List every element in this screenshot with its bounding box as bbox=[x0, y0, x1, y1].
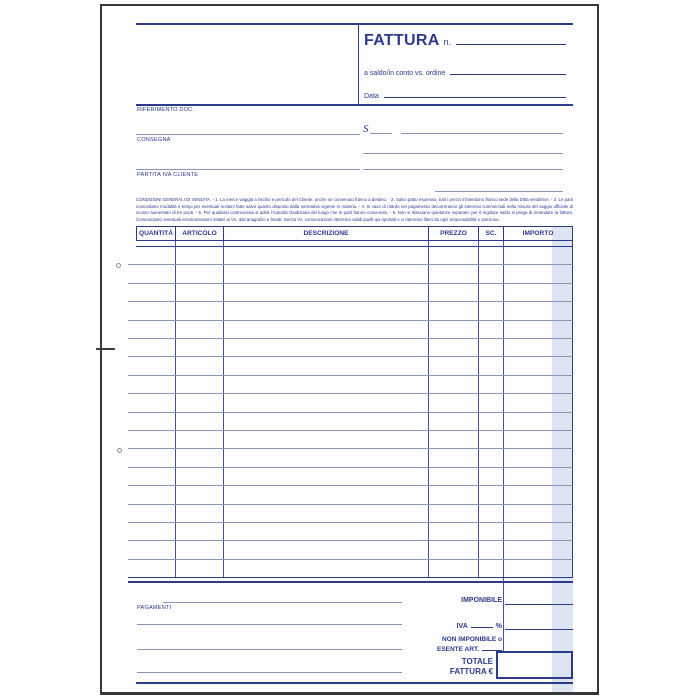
table-row-line bbox=[128, 301, 573, 302]
total-label-line1: TOTALE bbox=[461, 657, 493, 666]
reference-doc-label: RIFERIMENTO DOC. bbox=[137, 107, 195, 113]
date-label: Data bbox=[364, 93, 379, 100]
col-line-prezzo bbox=[478, 241, 479, 577]
table-row-line bbox=[128, 559, 573, 560]
delivery-label: CONSEGNA bbox=[137, 137, 171, 143]
table-row-line bbox=[128, 375, 573, 376]
table-row-line bbox=[128, 467, 573, 468]
vat-rate-blank bbox=[471, 622, 493, 628]
punch-hole-bottom bbox=[117, 448, 122, 453]
addressee-short-line bbox=[370, 133, 392, 134]
table-row-line bbox=[128, 540, 573, 541]
fold-mark bbox=[96, 348, 115, 350]
date-blank-line bbox=[384, 91, 566, 98]
invoice-sheet bbox=[100, 4, 599, 695]
fattura-number-label: n. bbox=[443, 37, 452, 47]
col-header-importo: IMPORTO bbox=[522, 230, 554, 237]
punch-hole-top bbox=[116, 263, 121, 268]
addressee-line-4 bbox=[435, 191, 563, 192]
table-row-line bbox=[128, 504, 573, 505]
table-row-line bbox=[128, 283, 573, 284]
vat-row bbox=[352, 622, 502, 630]
addressee-line-2 bbox=[363, 153, 563, 154]
col-header-sc: SC. bbox=[479, 227, 504, 240]
vat-blank-line bbox=[505, 629, 573, 630]
taxable-blank-line bbox=[505, 604, 573, 605]
bottom-rule bbox=[136, 682, 573, 684]
col-header-quantita: QUANTITÀ bbox=[137, 227, 176, 240]
table-row-line bbox=[128, 338, 573, 339]
vat-client-label: PARTITA IVA CLIENTE bbox=[137, 172, 199, 178]
col-line-descrizione bbox=[428, 241, 429, 577]
table-row-line bbox=[128, 412, 573, 413]
payments-label: PAGAMENTI bbox=[137, 605, 172, 611]
header-divider-rule bbox=[136, 104, 573, 106]
addressee-line-1 bbox=[401, 133, 563, 134]
col-line-articolo bbox=[223, 241, 224, 577]
order-line-row bbox=[364, 68, 566, 77]
col-header-articolo: ARTICOLO bbox=[176, 227, 224, 240]
order-line-label: a saldo/in conto vs. ordine bbox=[364, 70, 446, 77]
table-bottom-rule-1 bbox=[128, 577, 573, 578]
col-header-prezzo: PREZZO bbox=[429, 227, 479, 240]
percent-sign: % bbox=[495, 623, 502, 630]
exempt-label-line1: NON IMPONIBILE o bbox=[442, 636, 502, 643]
delivery-blank-line bbox=[136, 134, 360, 135]
sale-conditions-text: CONDIZIONI GENERALI DI VENDITA. - 1. La merce viaggia a rischio e pericolo del Cliente, anche se convenuto franco a destino. - 2. Salvo patto espresso, tutti i prezzi s'intendono franco sede della Ditta venditrice. - 3. Le parti concordano modalità e tempi per eventuali reclami fatto salvo quanto disposto dalla normativa vigente in materia. - 4. In caso di ritardo nel pagamento decorreranno gli interessi commerciali nella misura del saggio ufficiale di sconto aumentato di tre punti. - 5. Per qualsiasi controversia si adirà l'Autorità Giudiziaria del luogo che le parti hanno convenuto. - 6. Non si rilasciano quietanze separate: per il regolare saldo si prega di rimandare la fattura. Comunicateci eventuali errori/omissioni relativi ai Vs. dati anagrafici e fiscali. Senza Vs. comunicazioni riterremo validi quelli qui riportati e ci riterremo liberi da ogni responsabilità e sanzione. bbox=[136, 197, 573, 222]
taxable-label: IMPONIBILE bbox=[461, 597, 502, 604]
order-blank-line bbox=[450, 68, 566, 75]
fattura-box-left-border bbox=[358, 23, 359, 104]
table-row-line bbox=[128, 320, 573, 321]
addressee-prefix: S bbox=[363, 123, 369, 135]
table-bottom-rule-2 bbox=[128, 581, 573, 583]
table-row-line bbox=[128, 448, 573, 449]
col-line-quantita bbox=[175, 241, 176, 577]
table-row-line bbox=[128, 485, 573, 486]
fattura-title-row bbox=[364, 32, 566, 50]
addressee-line-3 bbox=[363, 169, 563, 170]
total-label-line2: FATTURA € bbox=[449, 667, 493, 676]
col-line-sc-importo bbox=[503, 241, 504, 651]
total-amount-box bbox=[496, 651, 573, 679]
table-row-line bbox=[128, 356, 573, 357]
table-row-line bbox=[128, 430, 573, 431]
table-header-row bbox=[136, 226, 573, 241]
table-header-double-rule bbox=[136, 246, 573, 247]
table-row-line bbox=[128, 264, 573, 265]
top-rule bbox=[136, 23, 573, 25]
fattura-title: FATTURA bbox=[364, 32, 440, 49]
vat-client-blank-line bbox=[136, 169, 360, 170]
table-row-line bbox=[128, 393, 573, 394]
vat-label: IVA bbox=[456, 623, 468, 630]
fattura-number-blank-line bbox=[456, 33, 566, 45]
table-row-line bbox=[128, 522, 573, 523]
exempt-row2 bbox=[352, 645, 502, 653]
col-header-descrizione: DESCRIZIONE bbox=[224, 227, 429, 240]
exempt-label-line2: ESENTE ART. bbox=[436, 646, 479, 653]
carbon-copy-band bbox=[552, 226, 573, 692]
date-row bbox=[364, 91, 566, 100]
table-right-border bbox=[572, 226, 573, 577]
